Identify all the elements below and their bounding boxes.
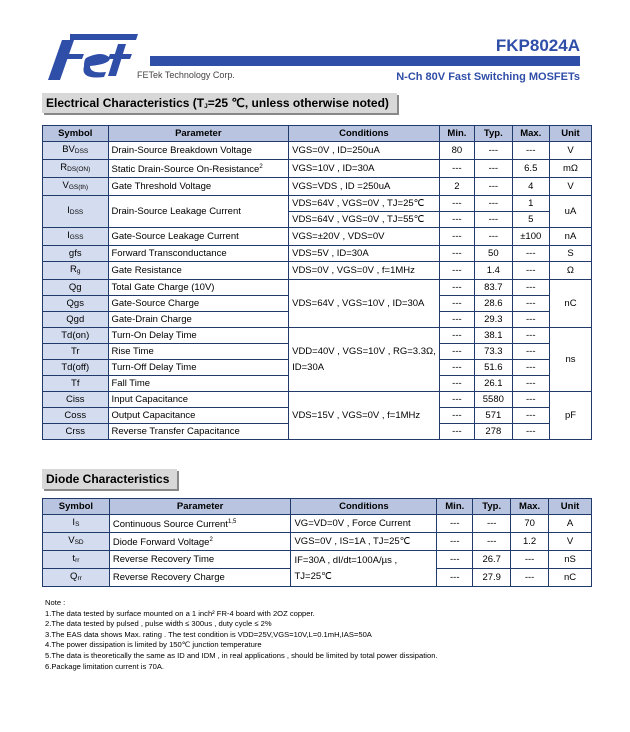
min-cell: ---: [437, 569, 473, 587]
max-cell: ---: [511, 551, 549, 569]
typ-cell: 51.6: [475, 360, 512, 376]
symbol-cell: gfs: [43, 246, 109, 262]
max-cell: ---: [512, 262, 549, 280]
symbol-cell: IDSS: [43, 196, 109, 228]
diode-section-title: Diode Characteristics: [42, 469, 177, 489]
parameter-cell: Forward Transconductance: [108, 246, 289, 262]
col-conditions: Conditions: [291, 499, 437, 515]
min-cell: ---: [439, 360, 474, 376]
parameter-cell: Gate-Source Charge: [108, 296, 289, 312]
col-conditions: Conditions: [289, 126, 440, 142]
parameter-cell: Reverse Recovery Charge: [109, 569, 291, 587]
parameter-cell: Diode Forward Voltage$^2$: [109, 533, 291, 551]
parameter-cell: Turn-Off Delay Time: [108, 360, 289, 376]
parameter-cell: Fall Time: [108, 376, 289, 392]
col-min: Min.: [437, 499, 473, 515]
unit-cell: V: [549, 142, 591, 160]
col-min: Min.: [439, 126, 474, 142]
typ-cell: 5580: [475, 392, 512, 408]
unit-cell: nS: [549, 551, 592, 569]
unit-cell: V: [549, 178, 591, 196]
typ-cell: ---: [475, 212, 512, 228]
condition-cell: VDS=15V , VGS=0V , f=1MHz: [289, 392, 440, 440]
symbol-cell: Crss: [43, 424, 109, 440]
table-row: [43, 533, 592, 551]
note-item: 3.The EAS data shows Max. rating . The test condition is VDD=25V,VGS=10V,L=0.1mH,IAS=50A: [45, 629, 372, 639]
condition-cell: VGS=0V , ID=250uA: [289, 142, 440, 160]
symbol-cell: Tf: [43, 376, 109, 392]
min-cell: ---: [439, 392, 474, 408]
max-cell: ---: [512, 408, 549, 424]
parameter-cell: Rise Time: [108, 344, 289, 360]
symbol-cell: VGS(th): [43, 178, 109, 196]
max-cell: ---: [512, 142, 549, 160]
condition-cell: VDS=5V , ID=30A: [289, 246, 440, 262]
parameter-cell: Gate Resistance: [108, 262, 289, 280]
min-cell: ---: [439, 262, 474, 280]
max-cell: 4: [512, 178, 549, 196]
part-subtitle: N-Ch 80V Fast Switching MOSFETs: [396, 71, 580, 83]
table-row: [43, 280, 592, 296]
typ-cell: 26.7: [473, 551, 511, 569]
symbol-cell: Qgs: [43, 296, 109, 312]
symbol-cell: VSD: [43, 533, 110, 551]
typ-cell: 27.9: [473, 569, 511, 587]
max-cell: 70: [511, 515, 549, 533]
parameter-cell: Gate Threshold Voltage: [108, 178, 289, 196]
typ-cell: ---: [473, 515, 511, 533]
min-cell: ---: [439, 196, 474, 212]
typ-cell: ---: [475, 228, 512, 246]
condition-cell: VDD=40V , VGS=10V , RG=3.3Ω, ID=30A: [289, 328, 440, 392]
symbol-cell: Tr: [43, 344, 109, 360]
header-bar: [150, 56, 580, 66]
condition-cell: VDS=64V , VGS=0V , TJ=25℃: [289, 196, 440, 212]
max-cell: ---: [512, 328, 549, 344]
unit-cell: nA: [549, 228, 591, 246]
table-row: [43, 142, 592, 160]
max-cell: ---: [512, 360, 549, 376]
note-item: 4.The power dissipation is limited by 150℃ junction temperature: [45, 640, 262, 650]
part-number: FKP8024A: [495, 36, 580, 55]
note-item: 1.The data tested by surface mounted on a 1 inch² FR-4 board with 2OZ copper.: [45, 608, 315, 618]
col-typ: Typ.: [475, 126, 512, 142]
col-max: Max.: [512, 126, 549, 142]
typ-cell: ---: [475, 196, 512, 212]
symbol-cell: Coss: [43, 408, 109, 424]
symbol-cell: IS: [43, 515, 110, 533]
min-cell: ---: [437, 533, 473, 551]
typ-cell: 73.3: [475, 344, 512, 360]
condition-cell: VGS=10V , ID=30A: [289, 160, 440, 178]
unit-cell: mΩ: [549, 160, 591, 178]
typ-cell: 1.4: [475, 262, 512, 280]
symbol-cell: Qrr: [43, 569, 110, 587]
table-row: [43, 551, 592, 569]
col-unit: Unit: [549, 499, 592, 515]
table-row: [43, 262, 592, 280]
col-typ: Typ.: [473, 499, 511, 515]
min-cell: 2: [439, 178, 474, 196]
table-row: [43, 178, 592, 196]
min-cell: ---: [439, 228, 474, 246]
typ-cell: 26.1: [475, 376, 512, 392]
typ-cell: 83.7: [475, 280, 512, 296]
electrical-section-title: Electrical Characteristics (TJ=25 ℃, unless otherwise noted): [42, 93, 397, 113]
unit-cell: nC: [549, 569, 592, 587]
typ-cell: ---: [475, 178, 512, 196]
note-item: 6.Package limitation current is 70A.: [45, 661, 165, 671]
parameter-cell: Total Gate Charge (10V): [108, 280, 289, 296]
symbol-cell: RDS(ON): [43, 160, 109, 178]
condition-cell: VGS=±20V , VDS=0V: [289, 228, 440, 246]
unit-cell: S: [549, 246, 591, 262]
col-parameter: Parameter: [108, 126, 289, 142]
symbol-cell: Qgd: [43, 312, 109, 328]
min-cell: ---: [439, 408, 474, 424]
symbol-cell: Td(on): [43, 328, 109, 344]
condition-cell: VDS=64V , VGS=0V , TJ=55℃: [289, 212, 440, 228]
symbol-cell: Rg: [43, 262, 109, 280]
max-cell: ---: [512, 424, 549, 440]
typ-cell: 50: [475, 246, 512, 262]
symbol-cell: trr: [43, 551, 110, 569]
unit-cell: A: [549, 515, 592, 533]
note-item: 5.The data is theoretically the same as ID and IDM , in real applications , should be limited by total power dissipation.: [45, 650, 438, 660]
symbol-cell: Td(off): [43, 360, 109, 376]
typ-cell: ---: [473, 533, 511, 551]
symbol-cell: IGSS: [43, 228, 109, 246]
min-cell: ---: [437, 515, 473, 533]
typ-cell: 571: [475, 408, 512, 424]
company-name: FETek Technology Corp.: [137, 70, 235, 80]
min-cell: ---: [439, 328, 474, 344]
min-cell: ---: [439, 246, 474, 262]
fetek-logo: [40, 28, 140, 86]
max-cell: 6.5: [512, 160, 549, 178]
table-row: [43, 228, 592, 246]
max-cell: 5: [512, 212, 549, 228]
parameter-cell: Gate-Source Leakage Current: [108, 228, 289, 246]
max-cell: ---: [512, 344, 549, 360]
parameter-cell: Reverse Transfer Capacitance: [108, 424, 289, 440]
table-header-row: [43, 499, 592, 515]
min-cell: ---: [439, 280, 474, 296]
col-symbol: Symbol: [43, 126, 109, 142]
typ-cell: ---: [475, 142, 512, 160]
min-cell: ---: [439, 212, 474, 228]
min-cell: ---: [439, 424, 474, 440]
parameter-cell: Drain-Source Leakage Current: [108, 196, 289, 228]
max-cell: ---: [512, 280, 549, 296]
max-cell: ---: [512, 376, 549, 392]
min-cell: ---: [437, 551, 473, 569]
typ-cell: 38.1: [475, 328, 512, 344]
unit-cell: uA: [549, 196, 591, 228]
parameter-cell: Drain-Source Breakdown Voltage: [108, 142, 289, 160]
col-max: Max.: [511, 499, 549, 515]
max-cell: ±100: [512, 228, 549, 246]
symbol-cell: Qg: [43, 280, 109, 296]
table-row: [43, 160, 592, 178]
notes-section: [45, 598, 438, 672]
min-cell: ---: [439, 312, 474, 328]
parameter-cell: Static Drain-Source On-Resistance$^2$: [108, 160, 289, 178]
table-header-row: [43, 126, 592, 142]
typ-cell: 29.3: [475, 312, 512, 328]
col-unit: Unit: [549, 126, 591, 142]
unit-cell: Ω: [549, 262, 591, 280]
max-cell: ---: [512, 312, 549, 328]
max-cell: 1.2: [511, 533, 549, 551]
unit-cell: nC: [549, 280, 591, 328]
table-row: [43, 392, 592, 408]
condition-cell: VDS=0V , VGS=0V , f=1MHz: [289, 262, 440, 280]
electrical-characteristics-table: [42, 125, 592, 440]
table-row: [43, 328, 592, 344]
min-cell: ---: [439, 344, 474, 360]
max-cell: 1: [512, 196, 549, 212]
max-cell: ---: [511, 569, 549, 587]
table-row: [43, 246, 592, 262]
parameter-cell: Reverse Recovery Time: [109, 551, 291, 569]
unit-cell: pF: [549, 392, 591, 440]
condition-cell: VG=VD=0V , Force Current: [291, 515, 437, 533]
unit-cell: ns: [549, 328, 591, 392]
condition-cell: IF=30A , dI/dt=100A/µs , TJ=25℃: [291, 551, 437, 587]
table-row: [43, 196, 592, 212]
min-cell: ---: [439, 296, 474, 312]
condition-cell: VGS=0V , IS=1A , TJ=25℃: [291, 533, 437, 551]
parameter-cell: Continuous Source Current$^{1,5}$: [109, 515, 291, 533]
symbol-cell: Ciss: [43, 392, 109, 408]
condition-cell: VGS=VDS , ID =250uA: [289, 178, 440, 196]
min-cell: ---: [439, 160, 474, 178]
min-cell: 80: [439, 142, 474, 160]
typ-cell: ---: [475, 160, 512, 178]
max-cell: ---: [512, 296, 549, 312]
notes-heading: Note :: [45, 598, 66, 607]
max-cell: ---: [512, 246, 549, 262]
typ-cell: 278: [475, 424, 512, 440]
parameter-cell: Gate-Drain Charge: [108, 312, 289, 328]
parameter-cell: Turn-On Delay Time: [108, 328, 289, 344]
diode-characteristics-table: [42, 498, 592, 587]
parameter-cell: Input Capacitance: [108, 392, 289, 408]
condition-cell: VDS=64V , VGS=10V , ID=30A: [289, 280, 440, 328]
col-parameter: Parameter: [109, 499, 291, 515]
typ-cell: 28.6: [475, 296, 512, 312]
unit-cell: V: [549, 533, 592, 551]
min-cell: ---: [439, 376, 474, 392]
note-item: 2.The data tested by pulsed , pulse width ≤ 300us , duty cycle ≤ 2%: [45, 619, 272, 629]
max-cell: ---: [512, 392, 549, 408]
symbol-cell: BVDSS: [43, 142, 109, 160]
col-symbol: Symbol: [43, 499, 110, 515]
parameter-cell: Output Capacitance: [108, 408, 289, 424]
table-row: [43, 515, 592, 533]
